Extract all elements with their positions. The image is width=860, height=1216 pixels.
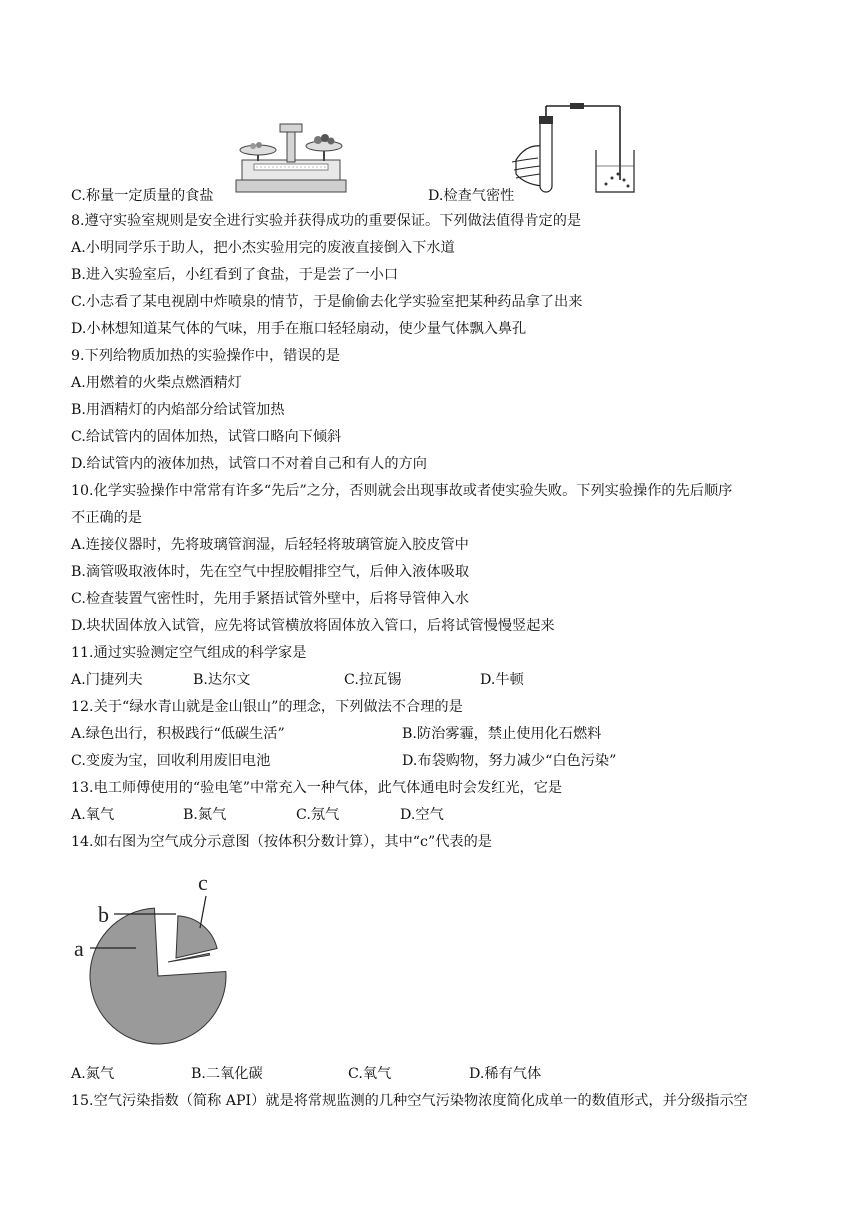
pie-slice-c: [176, 916, 217, 958]
q9-option-b: B.用酒精灯的内焰部分给试管加热: [71, 402, 285, 418]
q12-option-b: B.防治雾霾，禁止使用化石燃料: [402, 726, 602, 742]
pie-label-a: a: [74, 936, 84, 961]
pie-label-c: c: [198, 870, 208, 895]
q13-option-a: A.氧气: [71, 807, 115, 823]
q14-option-a: A.氮气: [71, 1066, 115, 1082]
q9-option-d: D.给试管内的液体加热，试管口不对着自己和有人的方向: [71, 456, 427, 472]
q12-option-c: C.变废为宝，回收利用废旧电池: [71, 753, 271, 769]
q11-stem: 11.通过实验测定空气组成的科学家是: [71, 645, 307, 661]
q10-stem-line1: 10.化学实验操作中常常有许多“先后”之分，否则就会出现事故或者使实验失败。下列实验操作的先后顺序: [71, 483, 733, 499]
pie-label-b: b: [98, 902, 109, 927]
q14-option-c: C.氧气: [348, 1066, 392, 1082]
q13-stem: 13.电工师傅使用的“验电笔”中常充入一种气体，此气体通电时会发红光，它是: [71, 780, 563, 796]
q10-stem-line2: 不正确的是: [71, 510, 142, 526]
q11-option-c: C.拉瓦锡: [344, 672, 402, 688]
gas-tightness-figure: [508, 100, 636, 196]
q14-stem: 14.如右图为空气成分示意图（按体积分数计算），其中“c”代表的是: [71, 834, 492, 850]
q12-option-d: D.布袋购物，努力减少“白色污染”: [402, 753, 617, 769]
q14-option-b: B.二氧化碳: [191, 1066, 263, 1082]
q10-option-b: B.滴管吸取液体时，先在空气中捏胶帽排空气，后伸入液体吸取: [71, 564, 470, 580]
q9-option-a: A.用燃着的火柴点燃酒精灯: [71, 375, 242, 391]
q12-stem: 12.关于“绿水青山就是金山银山”的理念，下列做法不合理的是: [71, 699, 463, 715]
q10-option-d: D.块状固体放入试管，应先将试管横放将固体放入管口，后将试管慢慢竖起来: [71, 618, 555, 634]
q11-option-b: B.达尔文: [193, 672, 251, 688]
pie-leader-c: [200, 896, 206, 928]
q8-option-b: B.进入实验室后，小红看到了食盐，于是尝了一小口: [71, 267, 399, 283]
q13-option-c: C.氖气: [296, 807, 340, 823]
q11-option-d: D.牛顿: [480, 672, 524, 688]
q14-option-d: D.稀有气体: [469, 1066, 542, 1082]
q8-stem: 8.遵守实验室规则是安全进行实验并获得成功的重要保证。下列做法值得肯定的是: [71, 213, 582, 229]
q8-option-d: D.小林想知道某气体的气味，用手在瓶口轻轻扇动，使少量气体飘入鼻孔: [71, 321, 527, 337]
q9-stem: 9.下列给物质加热的实验操作中，错误的是: [71, 348, 340, 364]
balance-scale-figure: [232, 116, 350, 196]
air-composition-pie-chart: [72, 870, 244, 1046]
q15-stem-line1: 15.空气污染指数（简称 API）就是将常规监测的几种空气污染物浓度简化成单一的数值形式，并分级指示空: [71, 1093, 748, 1109]
q10-option-c: C.检查装置气密性时，先用手紧捂试管外壁中，后将导管伸入水: [71, 591, 469, 607]
q8-option-c: C.小志看了某电视剧中炸喷泉的情节，于是偷偷去化学实验室把某种药品拿了出来: [71, 294, 583, 310]
q7-option-c: C.称量一定质量的食盐: [71, 188, 214, 204]
q7-option-d: D.检查气密性: [428, 188, 515, 204]
q9-option-c: C.给试管内的固体加热，试管口略向下倾斜: [71, 429, 342, 445]
q8-option-a: A.小明同学乐于助人，把小杰实验用完的废液直接倒入下水道: [71, 240, 455, 256]
q10-option-a: A.连接仪器时，先将玻璃管润湿，后轻轻将玻璃管旋入胶皮管中: [71, 537, 469, 553]
q13-option-b: B.氮气: [183, 807, 227, 823]
q13-option-d: D.空气: [400, 807, 444, 823]
q12-option-a: A.绿色出行，积极践行“低碳生活”: [71, 726, 285, 742]
q11-option-a: A.门捷列夫: [71, 672, 143, 688]
